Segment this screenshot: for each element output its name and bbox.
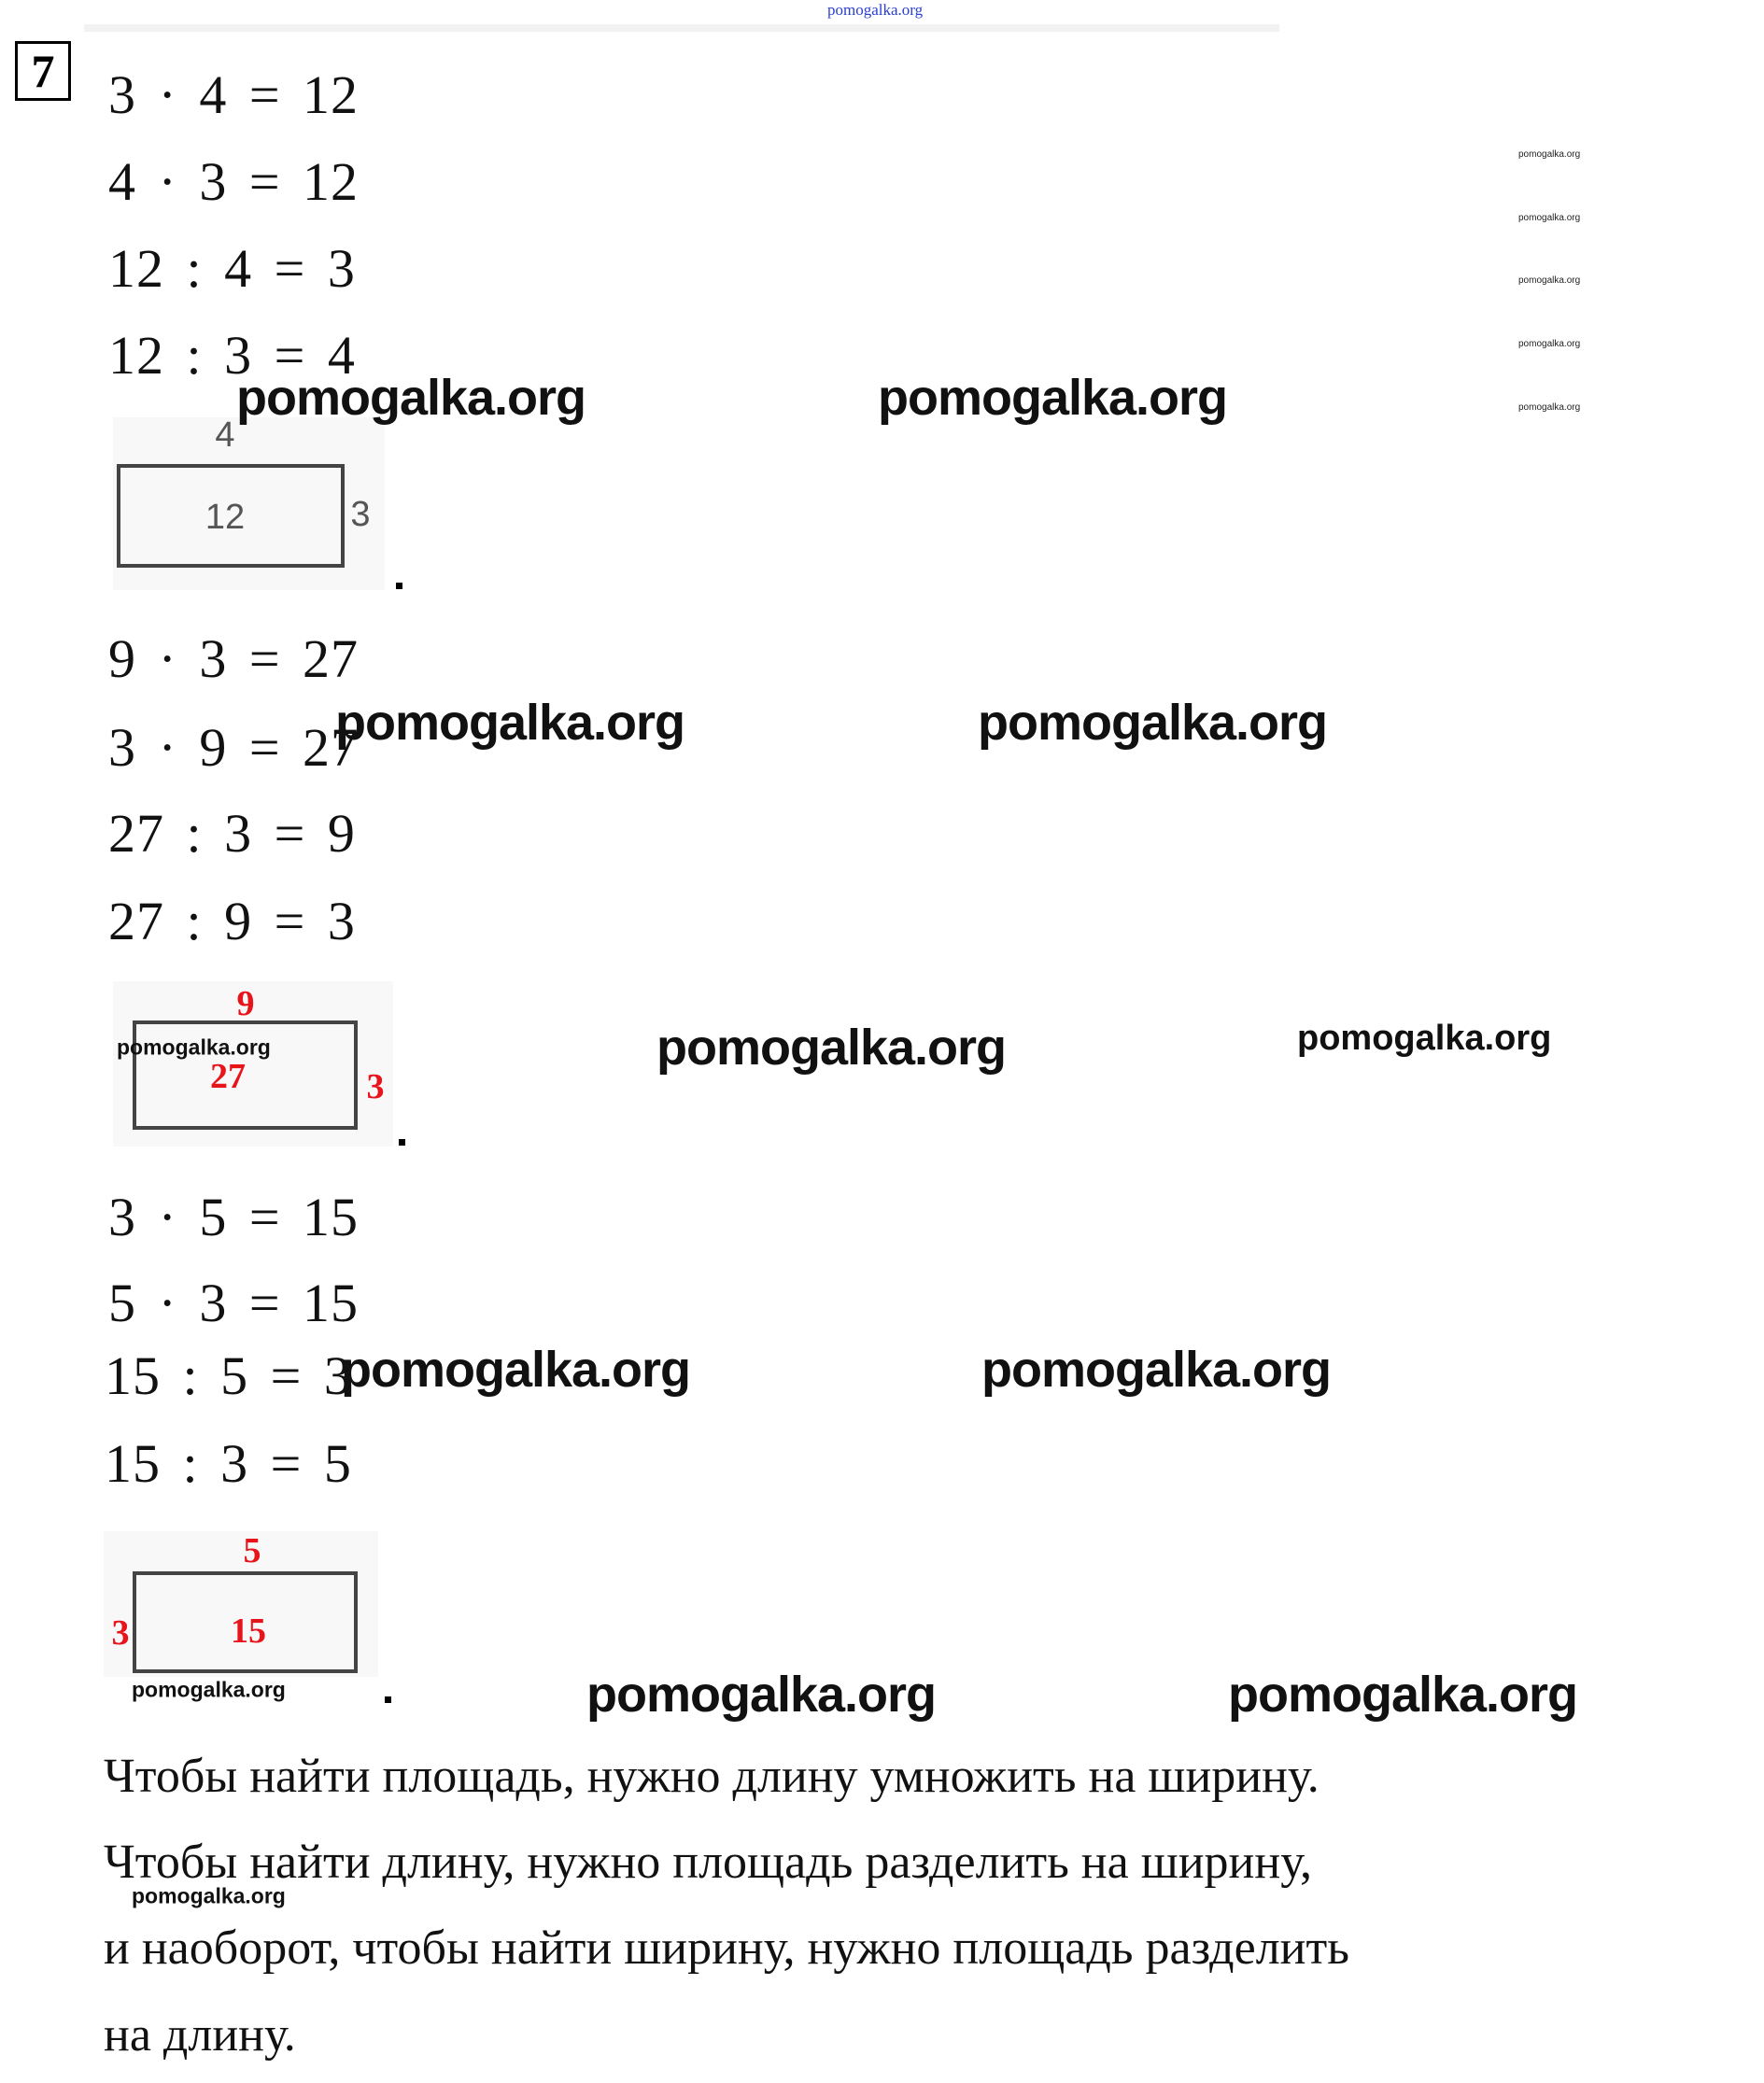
equation: 15 : 5 = 3 (105, 1345, 352, 1406)
watermark-medium: pomogalka.org (132, 1883, 286, 1908)
equation: 27 : 3 = 9 (108, 803, 356, 864)
watermark: pomogalka.org (981, 1342, 1332, 1398)
period-dot (385, 1696, 391, 1703)
equation: 27 : 9 = 3 (108, 891, 356, 951)
equation: 3 · 5 = 15 (108, 1187, 360, 1247)
explanation-line: на длину. (104, 2008, 296, 2062)
watermark-small: pomogalka.org (1518, 275, 1581, 286)
rectangle-area-label: 12 (205, 498, 246, 537)
explanation-line: Чтобы найти площадь, нужно длину умножить на ширину. (104, 1750, 1319, 1803)
watermark: pomogalka.org (335, 695, 685, 751)
watermark: pomogalka.org (236, 370, 586, 426)
task-number: 7 (15, 41, 71, 101)
equation: 3 · 4 = 12 (108, 64, 360, 125)
equation: 5 · 3 = 15 (108, 1273, 360, 1333)
watermark: pomogalka.org (1297, 1019, 1552, 1058)
watermark: pomogalka.org (341, 1342, 691, 1398)
equation: 15 : 3 = 5 (105, 1433, 352, 1494)
watermark: pomogalka.org (586, 1667, 937, 1723)
equation: 12 : 3 = 4 (108, 325, 356, 386)
top-strip (84, 24, 1279, 32)
watermark-medium: pomogalka.org (132, 1677, 286, 1702)
equation: 3 · 9 = 27 (108, 717, 360, 778)
watermark-medium: pomogalka.org (117, 1034, 271, 1060)
explanation-line: и наоборот, чтобы найти ширину, нужно площадь разделить (104, 1921, 1349, 1975)
watermark-small: pomogalka.org (1518, 402, 1581, 413)
equation: 9 · 3 = 27 (108, 628, 360, 689)
rectangle-width-label: 3 (350, 495, 371, 534)
watermark: pomogalka.org (978, 695, 1328, 751)
rectangle-length-label: 9 (236, 984, 255, 1023)
period-dot (396, 583, 402, 589)
watermark-small: pomogalka.org (1518, 149, 1581, 160)
period-dot (399, 1139, 405, 1146)
watermark: pomogalka.org (656, 1020, 1007, 1076)
watermark: pomogalka.org (878, 370, 1228, 426)
rectangle-area-label: 27 (210, 1057, 246, 1096)
rectangle-width-label: 3 (366, 1067, 385, 1106)
watermark: pomogalka.org (1228, 1667, 1578, 1723)
rectangle-length-label: 5 (243, 1531, 261, 1570)
watermark-small: pomogalka.org (1518, 339, 1581, 349)
equation: 12 : 4 = 3 (108, 238, 356, 299)
rectangle-area-label: 15 (231, 1612, 266, 1651)
watermark-small: pomogalka.org (1518, 213, 1581, 223)
header-watermark: pomogalka.org (827, 1, 924, 19)
rectangle-length-label: 4 (215, 415, 235, 455)
rectangle-width-label: 3 (111, 1613, 130, 1653)
equation: 4 · 3 = 12 (108, 151, 360, 212)
explanation-line: Чтобы найти длину, нужно площадь разделить на ширину, (104, 1836, 1313, 1889)
